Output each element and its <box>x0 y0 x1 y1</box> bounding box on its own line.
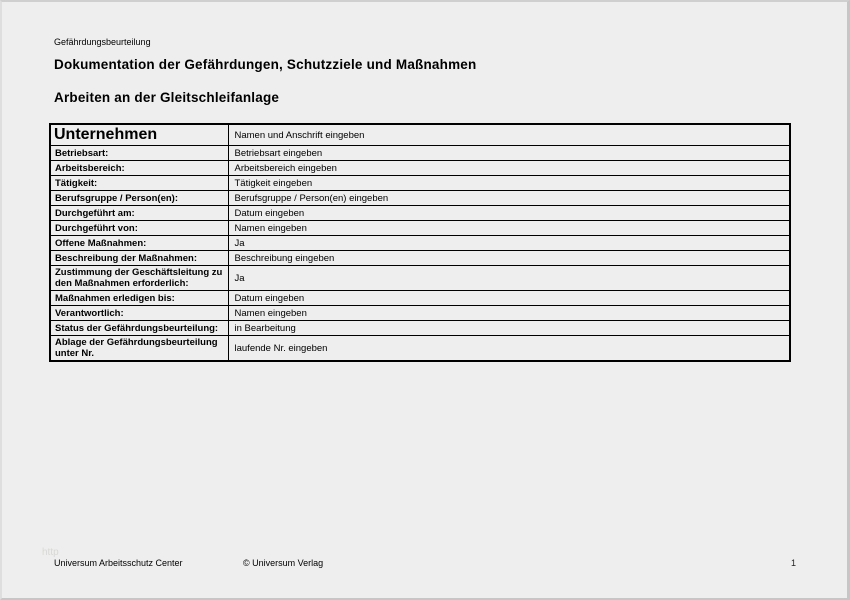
table-row <box>50 251 790 266</box>
page-subtitle: Arbeiten an der Gleitschleifanlage <box>54 90 280 105</box>
table-row <box>50 221 790 236</box>
table-row <box>50 291 790 306</box>
page-number: 1 <box>791 558 797 568</box>
field-value[interactable]: Ja <box>228 236 790 251</box>
field-label: Offene Maßnahmen: <box>50 236 228 251</box>
field-value[interactable]: laufende Nr. eingeben <box>228 336 790 362</box>
field-value[interactable]: Betriebsart eingeben <box>228 146 790 161</box>
field-value[interactable]: Tätigkeit eingeben <box>228 176 790 191</box>
field-value[interactable]: in Bearbeitung <box>228 321 790 336</box>
field-value[interactable]: Arbeitsbereich eingeben <box>228 161 790 176</box>
field-label: Berufsgruppe / Person(en): <box>50 191 228 206</box>
field-value[interactable]: Datum eingeben <box>228 291 790 306</box>
footer-copyright: © Universum Verlag <box>243 558 324 568</box>
field-label: Betriebsart: <box>50 146 228 161</box>
table-row <box>50 321 790 336</box>
table-row <box>50 161 790 176</box>
field-value[interactable]: Berufsgruppe / Person(en) eingeben <box>228 191 790 206</box>
table-row <box>50 146 790 161</box>
risk-assessment-table <box>49 123 791 362</box>
field-label: Maßnahmen erledigen bis: <box>50 291 228 306</box>
field-label: Verantwortlich: <box>50 306 228 321</box>
form-table-body <box>50 124 790 361</box>
field-value[interactable]: Ja <box>228 266 790 291</box>
field-label: Beschreibung der Maßnahmen: <box>50 251 228 266</box>
table-row <box>50 266 790 291</box>
field-value[interactable]: Namen eingeben <box>228 306 790 321</box>
page-title: Dokumentation der Gefährdungen, Schutzziele und Maßnahmen <box>54 57 477 72</box>
table-row <box>50 306 790 321</box>
table-row <box>50 124 790 146</box>
field-label: Ablage der Gefährdungsbeurteilung unter Nr. <box>50 336 228 362</box>
field-value[interactable]: Namen und Anschrift eingeben <box>228 124 790 146</box>
field-value[interactable]: Namen eingeben <box>228 221 790 236</box>
field-label: Durchgeführt am: <box>50 206 228 221</box>
field-label: Durchgeführt von: <box>50 221 228 236</box>
field-value[interactable]: Beschreibung eingeben <box>228 251 790 266</box>
field-label: Arbeitsbereich: <box>50 161 228 176</box>
field-value[interactable]: Datum eingeben <box>228 206 790 221</box>
table-row <box>50 336 790 362</box>
watermark-text: http <box>42 547 59 558</box>
field-label: Zustimmung der Geschäftsleitung zu den Maßnahmen erforderlich: <box>50 266 228 291</box>
document-type-label: Gefährdungsbeurteilung <box>54 37 151 47</box>
table-row <box>50 176 790 191</box>
field-label: Status der Gefährdungsbeurteilung: <box>50 321 228 336</box>
table-row <box>50 236 790 251</box>
table-row <box>50 206 790 221</box>
footer-source-label: Universum Arbeitsschutz Center <box>54 558 183 568</box>
field-label: Tätigkeit: <box>50 176 228 191</box>
table-row <box>50 191 790 206</box>
field-label: Unternehmen <box>50 124 228 146</box>
